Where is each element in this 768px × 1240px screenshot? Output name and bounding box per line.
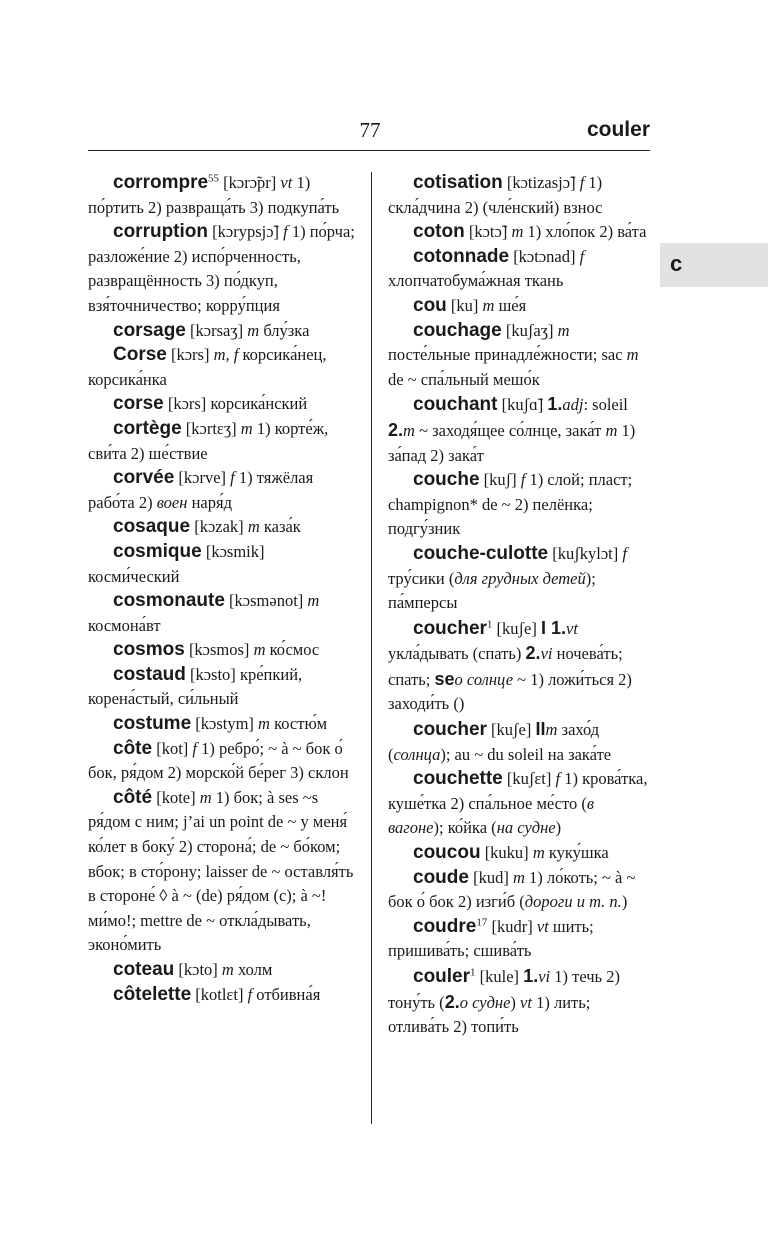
- grammar-label: vt: [280, 173, 293, 192]
- homonym-index: 1: [486, 618, 493, 631]
- grammar-label: vt: [566, 618, 578, 638]
- pronunciation: [kɔrɔ̃pr]: [219, 173, 281, 192]
- translation: 1) ребро́; ~ à ~ бок о́ бок, ря́дом 2) морско́й бе́рег 3) склон: [88, 738, 349, 783]
- header-rule: [88, 150, 650, 151]
- pronunciation: [kɔrs]: [166, 345, 214, 365]
- translation: укла́дывать (спать): [388, 644, 526, 664]
- column-divider: [371, 172, 372, 1124]
- sense-number: II: [535, 719, 546, 740]
- headword: couche: [413, 469, 480, 491]
- translation: ); ко́йка (: [433, 818, 497, 838]
- translation: хлопчатобума́жная ткань: [388, 271, 564, 291]
- grammar-label: m: [626, 345, 639, 365]
- pronunciation: [kule]: [475, 967, 524, 986]
- grammar-label: vt: [536, 916, 549, 936]
- dictionary-entry: [388, 392, 650, 468]
- translation: ко́смос: [265, 640, 320, 660]
- pronunciation: [kɔrypsjɔ̃]: [208, 222, 284, 242]
- grammar-label: m: [403, 420, 415, 440]
- translation: ночева́ть; спать;: [388, 644, 623, 689]
- pronunciation: [kote]: [152, 787, 200, 807]
- pronunciation: [kot]: [152, 738, 193, 758]
- translation: 1) хло́пок 2) ва́та: [523, 222, 647, 242]
- dictionary-entry: [388, 542, 650, 616]
- dictionary-entry: [88, 466, 358, 515]
- pronunciation: [kɔstym]: [191, 714, 259, 734]
- pronunciation: [kuku]: [480, 843, 533, 863]
- grammar-label: f: [283, 222, 288, 242]
- headword: corrompre: [113, 172, 209, 193]
- translation: ); па́мперсы: [388, 568, 596, 613]
- dictionary-entry: [388, 171, 650, 220]
- homonym-index: 1: [470, 966, 476, 979]
- headword: corsage: [113, 319, 186, 341]
- thumb-tab-letter: c: [670, 251, 683, 276]
- sense-number: se: [434, 668, 455, 689]
- headword: corse: [113, 393, 164, 415]
- dictionary-entry: [88, 540, 358, 589]
- grammar-label: m: [221, 960, 234, 979]
- headword: corvée: [113, 467, 175, 489]
- translation: кре́пкий, корена́стый, си́льный: [88, 664, 303, 709]
- grammar-label: f: [247, 984, 253, 1004]
- headword: couchette: [413, 768, 503, 790]
- translation: космона́вт: [88, 615, 161, 635]
- headword: cotonnade: [413, 245, 510, 267]
- homonym-index: 55: [208, 172, 220, 185]
- sense-number: 1.: [523, 966, 539, 986]
- headword: coucher: [413, 617, 487, 639]
- right-column: [388, 171, 650, 1040]
- dictionary-entry: [388, 294, 650, 319]
- headword: cosmos: [113, 639, 185, 661]
- translation: тру́сики (: [388, 568, 455, 588]
- grammar-label: m: [240, 418, 253, 438]
- running-head: couler: [586, 118, 650, 141]
- pronunciation: [kɔrs]: [163, 394, 211, 414]
- headword: corruption: [113, 221, 208, 243]
- dictionary-entry: [88, 712, 358, 737]
- grammar-label: m: [247, 517, 260, 537]
- dictionary-entry: [88, 983, 358, 1008]
- grammar-label: на судне: [496, 818, 556, 838]
- dictionary-entry: [88, 737, 358, 786]
- dictionary-entry: [88, 343, 358, 392]
- dictionary-entry: [88, 417, 358, 466]
- translation: блу́зка: [259, 320, 310, 340]
- headword: cosmique: [113, 540, 202, 562]
- grammar-label: в вагоне: [388, 793, 595, 838]
- translation: 1) лить; отлива́ть 2) топи́ть: [388, 992, 591, 1037]
- dictionary-entry: [388, 915, 650, 964]
- homonym-index: 17: [476, 916, 488, 929]
- translation: каза́к: [259, 517, 301, 537]
- translation: 1) корте́ж, сви́та 2) ше́ствие: [88, 418, 329, 463]
- pronunciation: [kɔsmik]: [201, 541, 265, 561]
- grammar-label: m: [253, 640, 266, 660]
- dictionary-entry: [388, 964, 650, 1040]
- grammar-label: m: [199, 787, 212, 807]
- translation: корсика́нский: [210, 394, 308, 414]
- letter-thumb-tab: [660, 243, 768, 287]
- pronunciation: [kuʃɛt]: [502, 769, 556, 789]
- translation: 1) бок; à ses ~s ря́дом с ним; j’ai un point de ~ у меня́ ко́лет в боку́ 2) сторона́; de ~ бо́ком; вбок; в сто́рону; laisser de ~ оставля́ть в стороне́ ◊ à ~ (de) ря́дом (с); à ~! ми́мо!; mettre de ~ откла́дывать, эконо́мить: [88, 787, 354, 955]
- grammar-label: f: [520, 470, 526, 490]
- dictionary-entry: [388, 245, 650, 294]
- headword: côte: [113, 737, 153, 759]
- translation: de ~ спа́льный мешо́к: [388, 369, 540, 389]
- translation: 1) за́пад 2) зака́т: [388, 420, 636, 465]
- grammar-label: f: [622, 543, 627, 563]
- headword: costaud: [113, 663, 186, 685]
- pronunciation: [kuʃe]: [486, 720, 536, 740]
- headword: cosmonaute: [113, 590, 225, 612]
- translation: 1) тяжёлая рабо́та 2): [88, 468, 314, 512]
- headword: coucou: [413, 842, 481, 864]
- pronunciation: [ku]: [446, 295, 483, 315]
- pronunciation: [kuʃɑ̃]: [497, 395, 548, 415]
- dictionary-entry: [388, 717, 650, 767]
- headword: Corse: [113, 344, 167, 366]
- pronunciation: [kɔrsaʒ]: [185, 320, 248, 340]
- translation: ); au ~ du soleil на зака́те: [440, 744, 612, 764]
- pronunciation: [kuʃe]: [492, 618, 541, 638]
- pronunciation: [kɔsmənot]: [224, 591, 308, 611]
- grammar-label: дороги и т. п.: [524, 892, 622, 912]
- grammar-label: f: [555, 769, 561, 789]
- grammar-label: m: [512, 867, 525, 887]
- translation: шить; пришива́ть; сшива́ть: [388, 916, 594, 961]
- grammar-label: vi: [538, 967, 551, 986]
- pronunciation: [kudr]: [487, 916, 537, 936]
- dictionary-entry: [88, 589, 358, 638]
- headword: couler: [413, 966, 471, 987]
- pronunciation: [kuʃaʒ]: [501, 320, 558, 340]
- sense-number: 2.: [525, 643, 541, 664]
- grammar-label: о судне: [459, 992, 511, 1012]
- headword: coudre: [413, 915, 477, 937]
- translation: 1) течь 2) тону́ть (: [388, 967, 620, 1012]
- grammar-label: m: [532, 843, 545, 863]
- translation: ше́я: [494, 295, 527, 315]
- headword: cotisation: [413, 172, 503, 193]
- sense-number: 2.: [444, 991, 460, 1012]
- translation: ~ 1) ложи́ться 2) заходи́ть (: [388, 669, 632, 714]
- grammar-label: m: [482, 295, 495, 315]
- sense-number: 1.: [547, 394, 563, 415]
- left-column: [88, 171, 358, 1007]
- grammar-label: воен: [156, 492, 188, 512]
- headword: côtelette: [113, 983, 192, 1005]
- translation: 1) ло́коть; ~ à ~ бок о́ бок 2) изги́б (: [388, 867, 636, 912]
- headword: couchage: [413, 319, 502, 341]
- grammar-label: m: [247, 320, 260, 340]
- translation: : soleil: [583, 395, 628, 415]
- pronunciation: [kuʃkylɔt]: [548, 543, 623, 563]
- grammar-label: m: [605, 420, 618, 440]
- translation: 1) по́рча; разложе́ние 2) испо́рченность, развращённость 3) по́дкуп, взя́точничество; корру́пция: [88, 222, 355, 315]
- grammar-label: vi: [540, 644, 553, 664]
- pronunciation: [kɔzak]: [190, 517, 248, 537]
- translation: ): [510, 992, 521, 1012]
- dictionary-entry: [388, 220, 650, 245]
- dictionary-entry: [88, 220, 358, 318]
- grammar-label: о солнце: [454, 669, 514, 689]
- page-number: 77: [359, 118, 381, 142]
- dictionary-entry: [88, 515, 358, 540]
- dictionary-entry: [88, 638, 358, 663]
- grammar-label: vt: [520, 992, 532, 1012]
- grammar-label: m: [545, 720, 558, 740]
- translation: наря́д: [187, 492, 232, 512]
- grammar-label: солнца: [393, 744, 441, 764]
- pronunciation: [kuʃ]: [479, 470, 521, 490]
- pronunciation: [kɔtɔnad]: [509, 246, 580, 266]
- headword: coton: [413, 221, 465, 243]
- pronunciation: [kɔrve]: [174, 468, 231, 488]
- headword: cou: [413, 294, 447, 316]
- dictionary-entry: [388, 866, 650, 915]
- dictionary-entry: [88, 663, 358, 712]
- translation: отбивна́я: [252, 984, 321, 1004]
- dictionary-entry: [388, 319, 650, 393]
- translation: корсика́нец, корсика́нка: [88, 345, 327, 389]
- grammar-label: f: [230, 468, 235, 488]
- grammar-label: adj: [562, 395, 584, 415]
- pronunciation: [kɔtizasjɔ̃]: [502, 173, 580, 192]
- pronunciation: [kɔsmos]: [184, 640, 254, 660]
- grammar-label: f: [579, 246, 585, 266]
- dictionary-entry: [88, 392, 358, 417]
- headword: costume: [113, 713, 192, 735]
- pronunciation: [kɔtɔ̃]: [464, 222, 512, 242]
- translation: 1) скла́дчина 2) (чле́нский) взнос: [388, 173, 603, 217]
- grammar-label: для грудных детей: [454, 568, 586, 588]
- dictionary-entry: [388, 767, 650, 841]
- translation: 1) по́ртить 2) развраща́ть 3) подкупа́ть: [88, 173, 340, 217]
- dictionary-entry: [88, 319, 358, 344]
- dictionary-entry: [388, 616, 650, 717]
- grammar-label: m, f: [213, 345, 239, 365]
- translation: ): [621, 892, 628, 912]
- headword: cortège: [113, 417, 182, 439]
- sense-number: 2.: [388, 419, 404, 440]
- headword: cosaque: [113, 516, 191, 538]
- pronunciation: [kud]: [468, 867, 513, 887]
- translation: захо́д (: [388, 720, 600, 764]
- dictionary-entry: [88, 171, 358, 220]
- pronunciation: [kotlɛt]: [191, 984, 248, 1004]
- translation: ): [555, 818, 562, 838]
- pronunciation: [kɔto]: [174, 960, 222, 979]
- grammar-label: f: [192, 738, 197, 758]
- translation: куку́шка: [544, 843, 609, 863]
- grammar-label: m: [258, 714, 270, 734]
- translation: косми́ческий: [88, 566, 180, 586]
- translation: ~ заходя́щее со́лнце, зака́т: [414, 420, 606, 440]
- grammar-label: m: [557, 320, 570, 340]
- dictionary-entry: [88, 958, 358, 983]
- sense-number: I 1.: [540, 617, 566, 638]
- dictionary-entry: [388, 841, 650, 866]
- pronunciation: [kɔsto]: [185, 664, 240, 684]
- grammar-label: m: [307, 591, 320, 611]
- headword: côté: [113, 786, 153, 808]
- translation: холм: [233, 960, 273, 979]
- translation: ): [458, 694, 465, 714]
- headword: coucher: [413, 719, 487, 741]
- headword: couchant: [413, 394, 498, 416]
- headword: couche-culotte: [413, 542, 549, 564]
- grammar-label: f: [579, 173, 585, 192]
- headword: coteau: [113, 959, 175, 980]
- translation: посте́льные принадле́жности; sac: [388, 345, 627, 365]
- headword: coude: [413, 866, 469, 888]
- translation: 1) слой; пласт; champignon* de ~ 2) пелёнка; подгу́зник: [388, 470, 633, 539]
- dictionary-entry: [88, 786, 358, 958]
- translation: костю́м: [269, 714, 328, 734]
- grammar-label: m: [511, 222, 524, 242]
- pronunciation: [kɔrtɛʒ]: [181, 418, 241, 438]
- dictionary-entry: [388, 468, 650, 542]
- translation: 1) крова́тка, куше́тка 2) спа́льное ме́сто (: [388, 769, 648, 813]
